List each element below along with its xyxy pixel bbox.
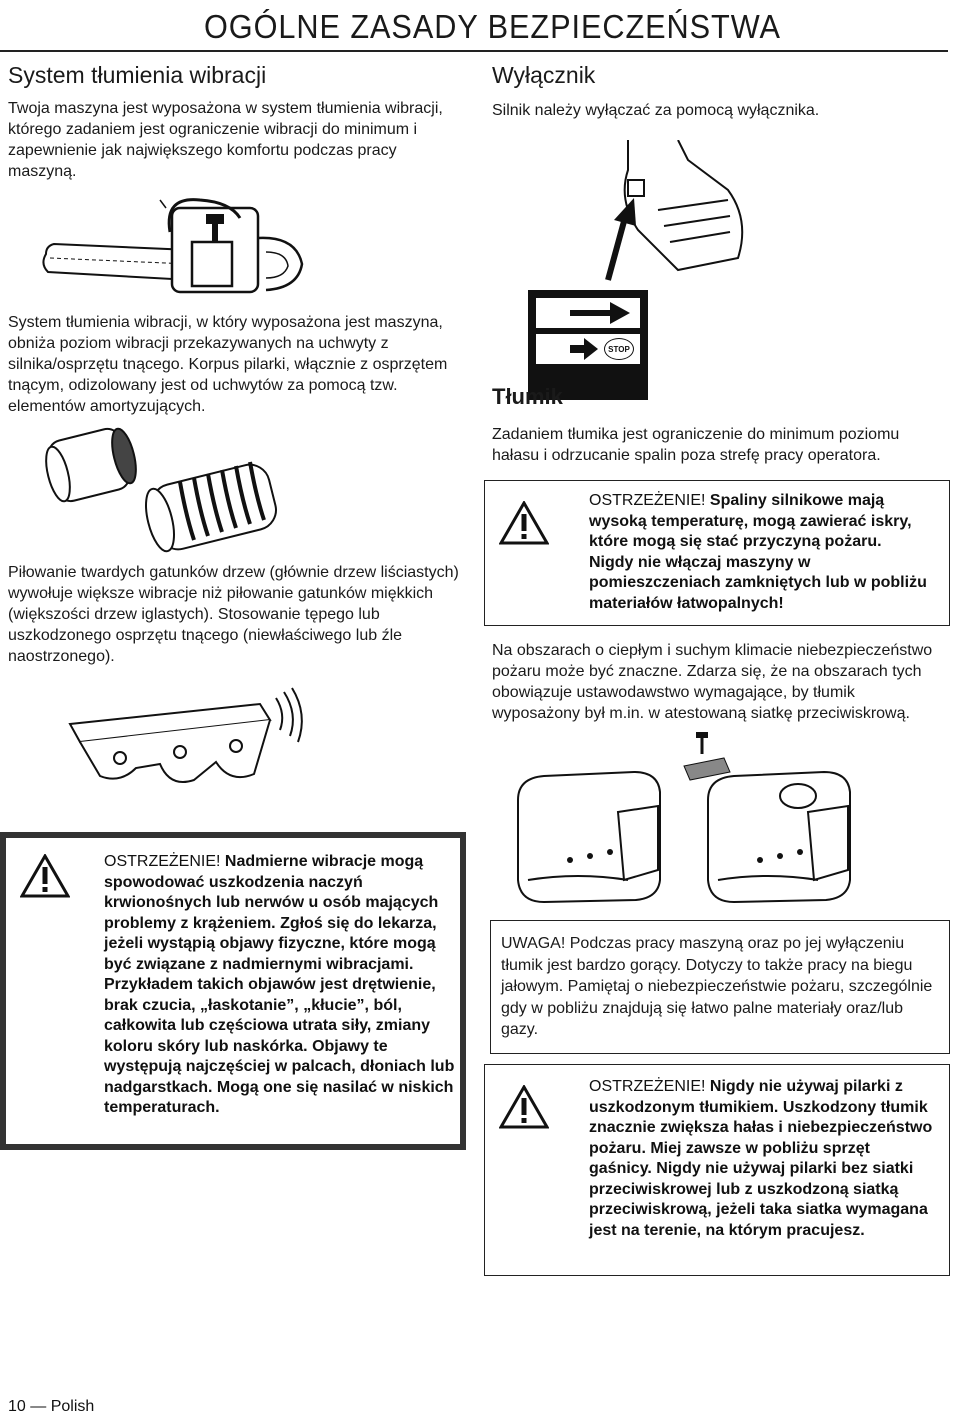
warning-triangle-icon xyxy=(499,501,549,545)
muffler-illustration xyxy=(508,730,868,910)
warning-triangle-icon xyxy=(499,1085,549,1129)
saw-chain-illustration xyxy=(40,684,310,804)
damaged-muffler-warning-text xyxy=(589,1077,935,1241)
damping-elements-illustration xyxy=(40,424,310,562)
switch-heading: Wyłącznik xyxy=(492,62,596,88)
damaged-muffler-warning-box xyxy=(484,1064,950,1276)
notice-body: Podczas pracy maszyną oraz po jej wyłączeniu tłumik jest bardzo gorący. Dotyczy to także pracy na biegu jałowym. Pamiętaj o niebezpieczeństwie pożaru, szczególnie gdy w pobliżu znajdują się łatwo palne materiały oraz/lub gazy. xyxy=(501,935,933,1038)
warning-lead: OSTRZEŻENIE! xyxy=(589,1078,706,1095)
switch-text: Silnik należy wyłączać za pomocą wyłącznika. xyxy=(492,102,820,119)
exhaust-warning-text xyxy=(589,491,929,614)
cutting-vibration-note: Piłowanie twardych gatunków drzew (głównie drzew liściastych) wywołuje większe wibracje niż piłowanie gatunków miękkich (większości drzew iglastych). Stosowanie tępego lub uszkodzonego osprzętu tnącego (niewłaściwego lub źle naostrzonego). xyxy=(8,564,459,665)
switch-top-plate xyxy=(536,298,640,328)
exhaust-warning-box xyxy=(484,480,950,626)
warning-lead: OSTRZEŻENIE! xyxy=(589,492,706,509)
play-arrow-icon xyxy=(570,338,598,360)
title-divider xyxy=(0,50,948,52)
chainsaw-illustration xyxy=(40,192,310,304)
vibration-warning-box xyxy=(0,832,466,1150)
switch-illustration xyxy=(578,140,750,290)
warning-body: Spaliny silnikowe mają wysoką temperaturę, mogą zawierać iskry, które mogą się stać przyczyną pożaru. Nigdy nie włączaj maszyny w pomieszczeniach zamkniętych lub w pobliżu materiałów łatwopalnych! xyxy=(589,492,927,612)
arrow-right-icon xyxy=(570,302,630,324)
notice-lead: UWAGA! xyxy=(501,935,566,952)
stop-badge: STOP xyxy=(604,338,634,360)
hot-muffler-notice-box xyxy=(490,920,950,1054)
vibration-description: System tłumienia wibracji, w który wyposażona jest maszyna, obniża poziom wibracji przekazywanych na uchwyty z silnika/osprzętu tnącego. Korpus pilarki, włącznie z osprzętem tnącym, odizolowany jest od uchwytów za pomocą tzw. elementów amortyzujących. xyxy=(8,314,448,415)
muffler-heading: Tłumik xyxy=(492,384,563,409)
warning-body: Nadmierne wibracje mogą spowodować uszkodzenia naczyń krwionośnych lub nerwów u osób mających problemy z krążeniem. Zgłoś się do lekarza, jeżeli wystąpią objawy fizyczne, które mogą być związane z nadmiernymi wibracjami. Przykładem takich objawów jest drętwienie, brak czucia, „łaskotanie”, „kłucie”, ból, całkowita lub częściowa utrata siły, zmiany koloru skóry lub naskórka. Objawy te występują najczęściej w palcach, dłoniach lub nadgarstkach. Mogą one się nasilać w niskich temperaturach. xyxy=(104,853,455,1116)
vibration-intro: Twoja maszyna jest wyposażona w system tłumienia wibracji, którego zadaniem jest ograniczenie wibracji do minimum i zapewnienie jak największego komfortu podczas pracy maszyną. xyxy=(8,100,443,180)
muffler-text: Zadaniem tłumika jest ograniczenie do minimum poziomu hałasu i odrzucanie spalin poza strefę pracy operatora. xyxy=(492,426,900,464)
warning-triangle-icon xyxy=(20,854,70,898)
page-title: OGÓLNE ZASADY BEZPIECZEŃSTWA xyxy=(204,8,781,45)
warning-lead: OSTRZEŻENIE! xyxy=(104,853,221,870)
climate-note: Na obszarach o ciepłym i suchym klimacie niebezpieczeństwo pożaru może być znaczne. Zdarza się, że na obszarach tych obowiązuje ustawodawstwo wymagające, by tłumik wyposażony był m.in. w atestowaną siatkę przeciwiskrową. xyxy=(492,642,933,722)
warning-body: Nigdy nie używaj pilarki z uszkodzonym tłumikiem. Uszkodzony tłumik znacznie zwiększa hałas i niebezpieczeństwo pożaru. Miej zawsze w pobliżu sprzęt gaśnicy. Nigdy nie używaj pilarki bez siatki przeciwiskrowej lub z uszkodzoną siatką przeciwiskrową, jeżeli taka siatka wymagana jest na terenie, na którym pracujesz. xyxy=(589,1078,933,1239)
hot-muffler-notice-text xyxy=(501,933,941,1041)
vibration-heading: System tłumienia wibracji xyxy=(8,62,267,88)
vibration-warning-text xyxy=(104,852,456,1119)
switch-bottom-plate xyxy=(536,334,640,364)
page-footer: 10 — Polish xyxy=(8,1398,95,1415)
